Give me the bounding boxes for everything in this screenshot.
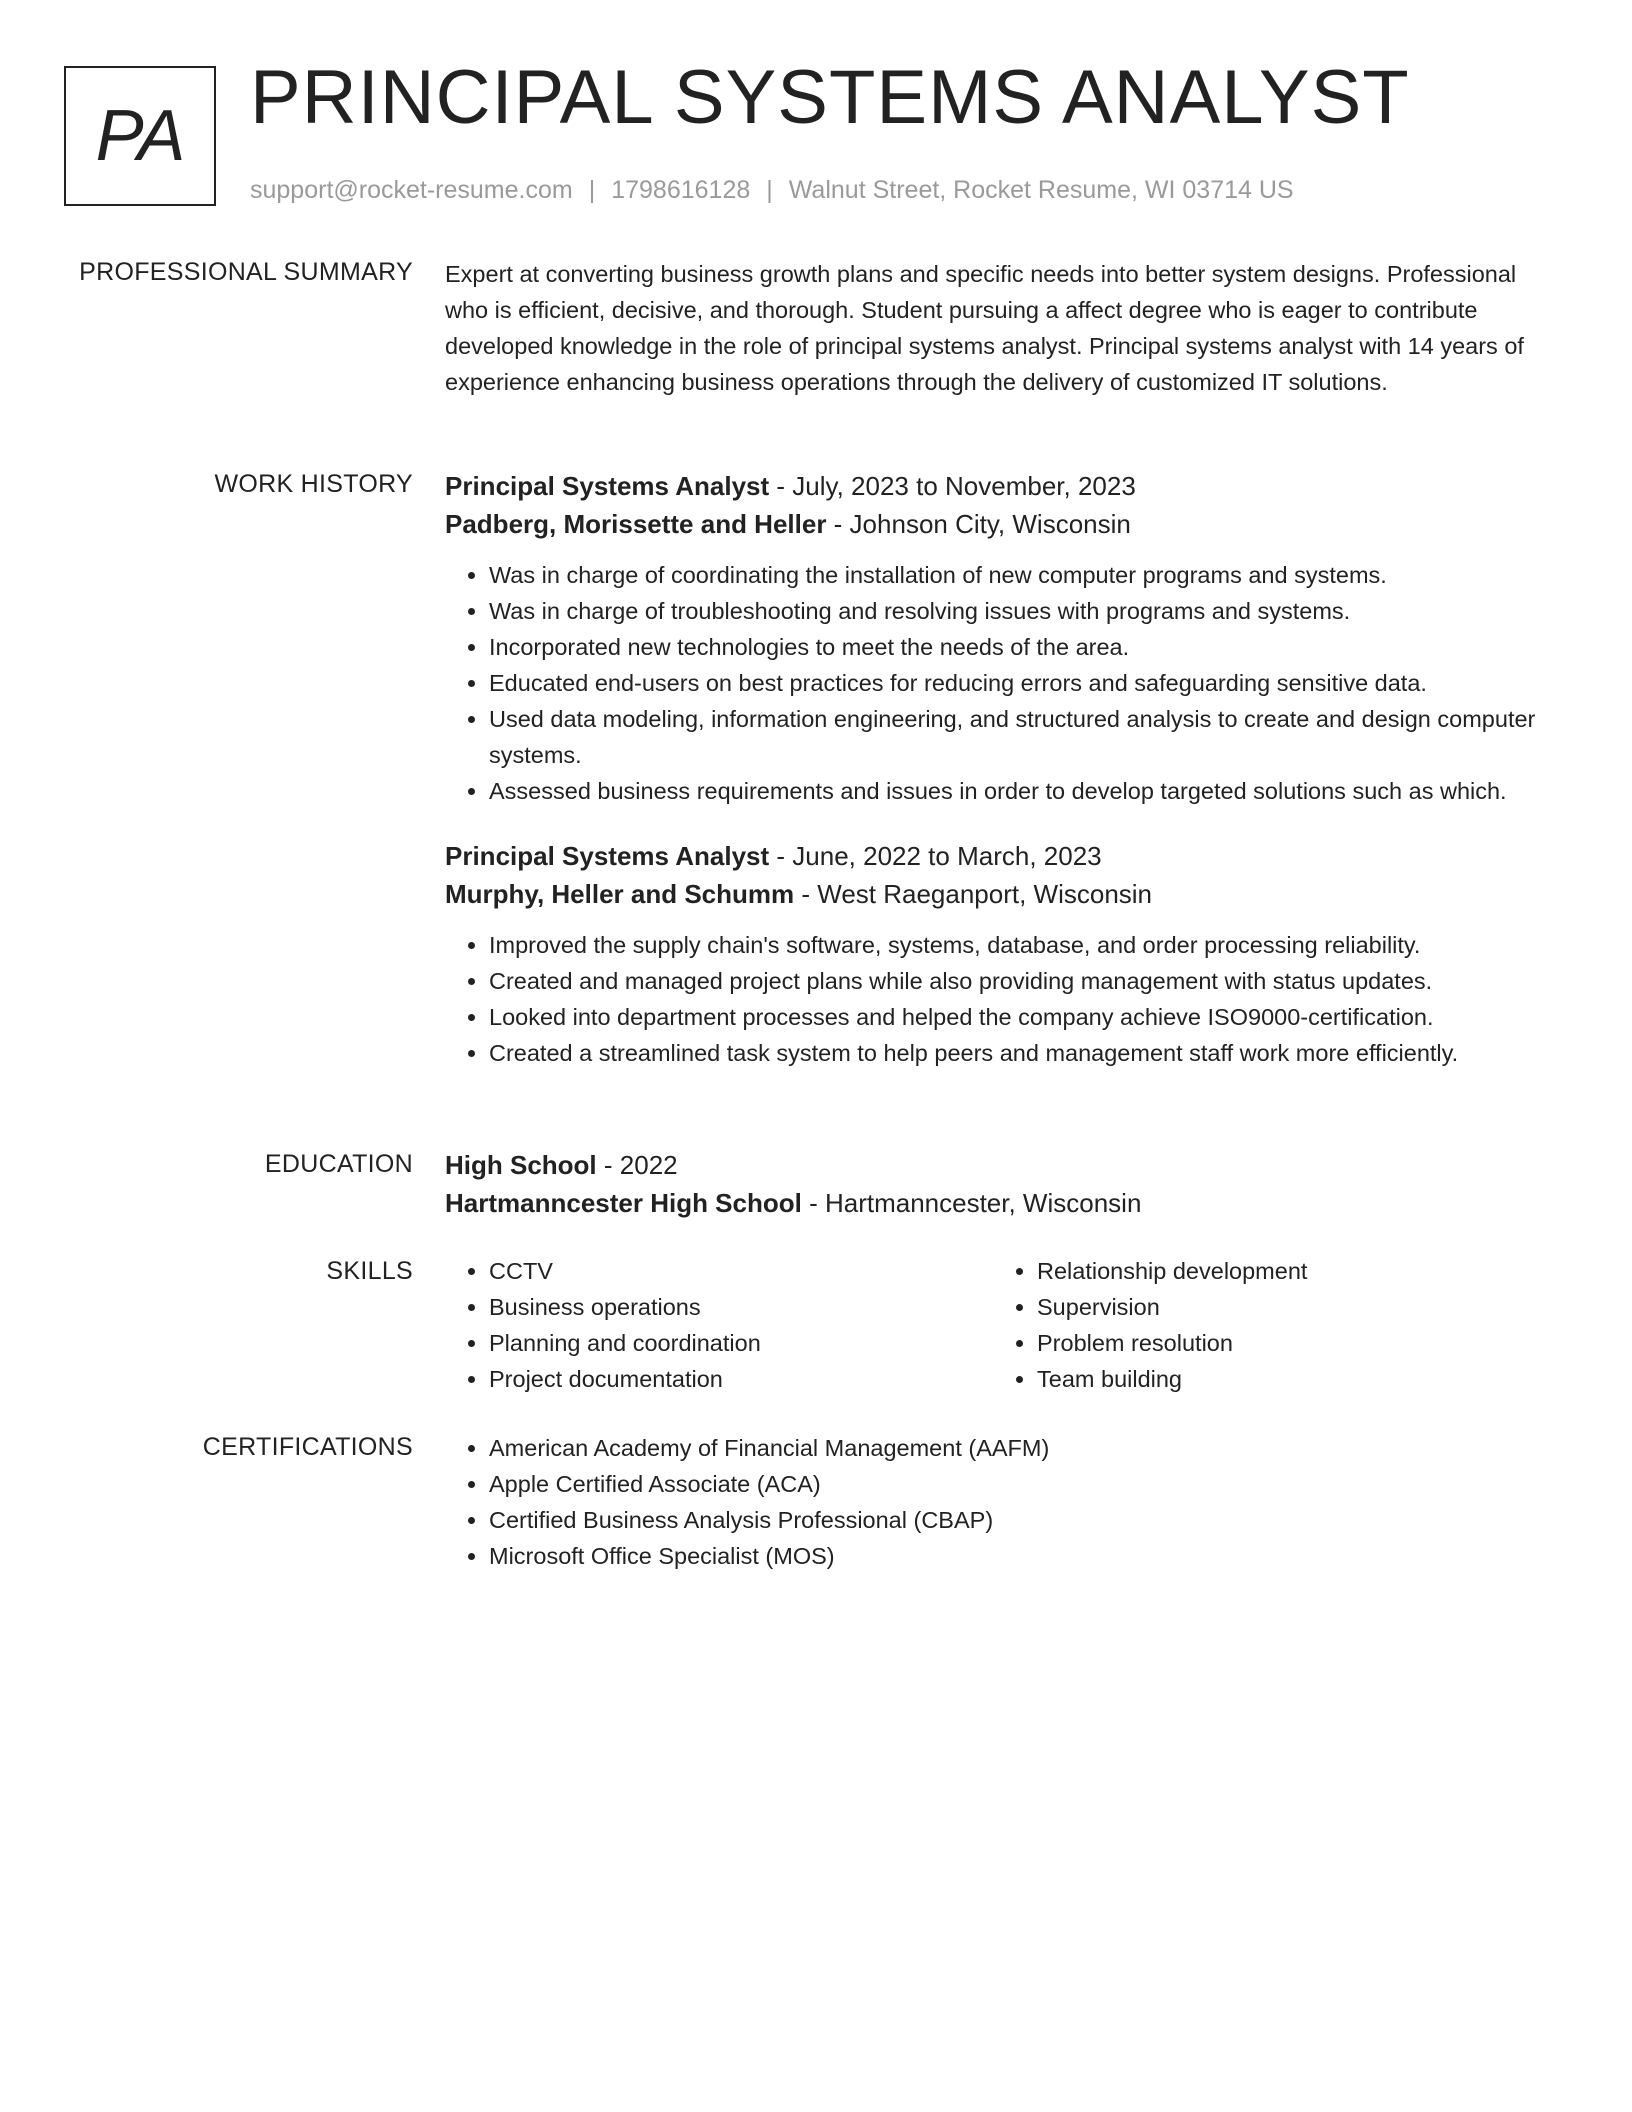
monogram-initials: PA <box>95 96 185 176</box>
contact-line <box>250 176 1294 205</box>
list-item: • Was in charge of troubleshooting and resolving issues with programs and systems. <box>489 593 1565 629</box>
list-item: • Microsoft Office Specialist (MOS) <box>489 1538 1565 1574</box>
contact-separator: | <box>588 176 596 204</box>
work-history-section <box>445 467 1565 1071</box>
job-location: - West Raeganport, Wisconsin <box>794 879 1153 909</box>
list-item: • Looked into department processes and helped the company achieve ISO9000-certification. <box>489 999 1565 1035</box>
job-location: - Johnson City, Wisconsin <box>826 509 1131 539</box>
list-item: • Planning and coordination <box>489 1325 993 1361</box>
list-item: • Relationship development <box>1037 1253 1541 1289</box>
job-dates: - June, 2022 to March, 2023 <box>769 841 1102 871</box>
list-item: • Improved the supply chain's software, systems, database, and order processing reliability. <box>489 927 1565 963</box>
job-entry <box>445 467 1565 809</box>
job-title: Principal Systems Analyst <box>445 841 770 871</box>
job-entry <box>445 837 1565 1071</box>
section-label-work: WORK HISTORY <box>214 470 413 498</box>
job-bullets <box>445 557 1565 809</box>
job-company-line <box>445 505 1565 543</box>
list-item: • Certified Business Analysis Professional (CBAP) <box>489 1502 1565 1538</box>
contact-address: Walnut Street, Rocket Resume, WI 03714 US <box>788 176 1294 204</box>
list-item: • Created and managed project plans while also providing management with status updates. <box>489 963 1565 999</box>
job-title-line <box>445 837 1565 875</box>
skills-column-right <box>993 1253 1541 1397</box>
skills-column-left <box>445 1253 993 1397</box>
education-location: - Hartmanncester, Wisconsin <box>801 1188 1142 1218</box>
summary-text: Expert at converting business growth plans and specific needs into better system designs. Professional who is efficient, decisive, and thorough. Student pursuing a affect degree who is eager to contribute developed knowledge in the role of principal systems analyst. Principal systems analyst with 14 years of experience enhancing business operations through the delivery of customized IT solutions. <box>445 261 1524 395</box>
certifications-section <box>445 1430 1565 1574</box>
list-item: • CCTV <box>489 1253 993 1289</box>
monogram-box <box>64 66 216 206</box>
job-company-line <box>445 875 1565 913</box>
contact-separator: | <box>766 176 773 204</box>
summary-section <box>445 256 1565 400</box>
resume-title: PRINCIPAL SYSTEMS ANALYST <box>250 55 1410 140</box>
job-company: Murphy, Heller and Schumm <box>445 879 795 909</box>
education-year: - 2022 <box>596 1150 678 1180</box>
skills-grid <box>445 1253 1565 1397</box>
job-title-line <box>445 467 1565 505</box>
job-dates: - July, 2023 to November, 2023 <box>769 471 1136 501</box>
list-item: • Apple Certified Associate (ACA) <box>489 1466 1565 1502</box>
education-school: Hartmanncester High School <box>445 1188 802 1218</box>
skills-list-right <box>993 1253 1541 1397</box>
job-bullets <box>445 927 1565 1071</box>
skills-list-left <box>445 1253 993 1397</box>
list-item: • Assessed business requirements and issues in order to develop targeted solutions such as which. <box>489 773 1565 809</box>
contact-phone: 1798616128 <box>611 176 751 204</box>
education-school-line <box>445 1184 1565 1222</box>
list-item: • Was in charge of coordinating the installation of new computer programs and systems. <box>489 557 1565 593</box>
section-label-education: EDUCATION <box>264 1150 413 1178</box>
list-item: • Team building <box>1037 1361 1541 1397</box>
skills-section <box>445 1253 1565 1397</box>
list-item: • Used data modeling, information engineering, and structured analysis to create and design computer systems. <box>489 701 1565 773</box>
education-section <box>445 1146 1565 1222</box>
section-label-certifications: CERTIFICATIONS <box>202 1433 413 1461</box>
list-item: • Business operations <box>489 1289 993 1325</box>
education-degree: High School <box>445 1150 597 1180</box>
certifications-list <box>445 1430 1565 1574</box>
list-item: • American Academy of Financial Management (AAFM) <box>489 1430 1565 1466</box>
list-item: • Project documentation <box>489 1361 993 1397</box>
list-item: • Problem resolution <box>1037 1325 1541 1361</box>
list-item: • Educated end-users on best practices for reducing errors and safeguarding sensitive data. <box>489 665 1565 701</box>
list-item: • Incorporated new technologies to meet the needs of the area. <box>489 629 1565 665</box>
job-title: Principal Systems Analyst <box>445 471 770 501</box>
job-company: Padberg, Morissette and Heller <box>445 509 827 539</box>
education-degree-line <box>445 1146 1565 1184</box>
list-item: • Created a streamlined task system to help peers and management staff work more efficiently. <box>489 1035 1565 1071</box>
section-label-skills: SKILLS <box>326 1257 413 1285</box>
section-label-summary: PROFESSIONAL SUMMARY <box>79 258 413 286</box>
list-item: • Supervision <box>1037 1289 1541 1325</box>
contact-email: support@rocket-resume.com <box>250 176 573 204</box>
